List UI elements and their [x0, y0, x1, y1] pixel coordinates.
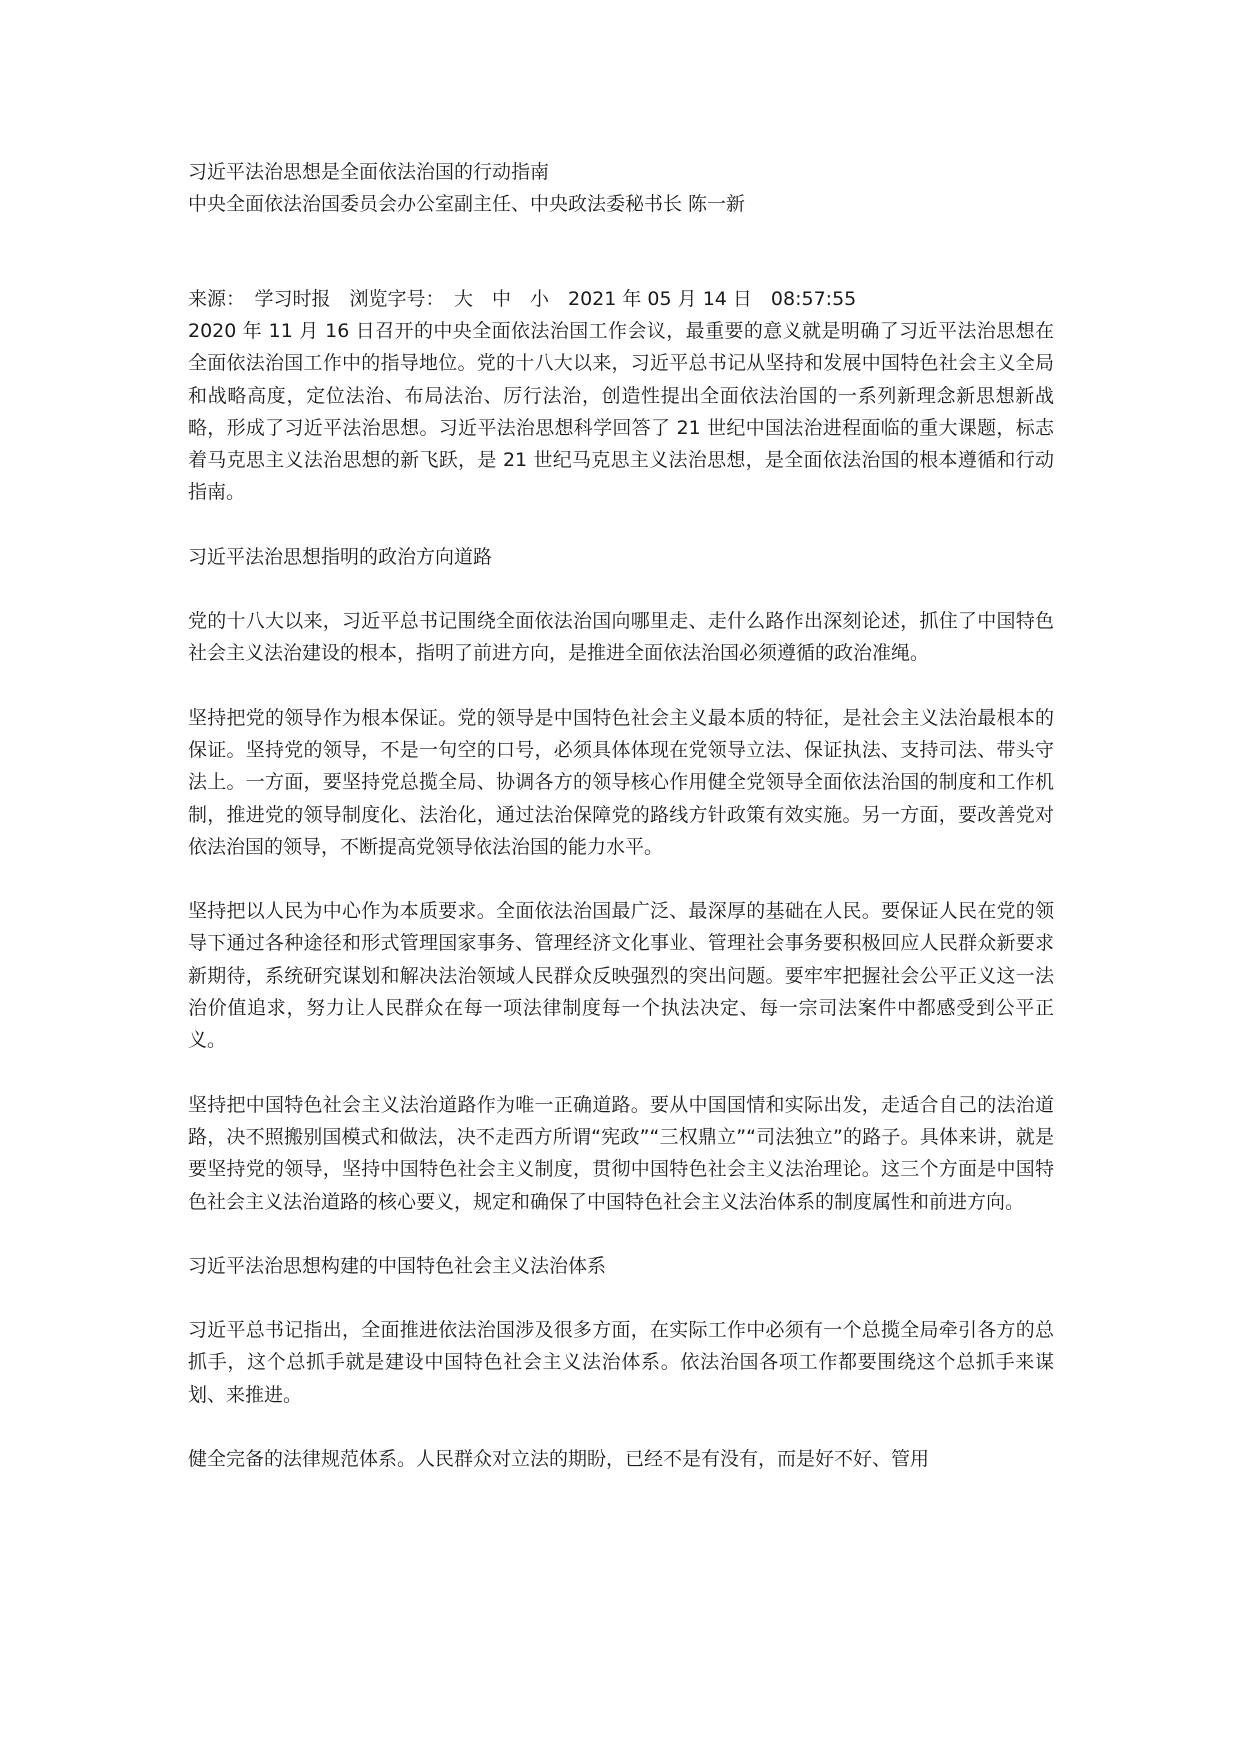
paragraph: 坚持把党的领导作为根本保证。党的领导是中国特色社会主义最本质的特征，是社会主义法治最根本的保证。坚持党的领导，不是一句空的口号，必须具体体现在党领导立法、保证执法、支持司法、带头守法上。一方面，要坚持党总揽全局、协调各方的领导核心作用健全党领导全面依法治国的制度和工作机制，推进党的领导制度化、法治化，通过法治保障党的路线方针政策有效实施。另一方面，要改善党对依法治国的领导，不断提高党领导依法治国的能力水平。 [188, 706, 1054, 858]
article-title: 习近平法治思想是全面依法治国的行动指南 [188, 161, 550, 183]
paragraph: 坚持把中国特色社会主义法治道路作为唯一正确道路。要从中国国情和实际出发，走适合自己的法治道路，决不照搬别国模式和做法，决不走西方所谓“宪政”“三权鼎立”“司法独立”的路子。具体来讲，就是要坚持党的领导，坚持中国特色社会主义制度，贯彻中国特色社会主义法治理论。这三个方面是中国特色社会主义法治道路的核心要义，规定和确保了中国特色社会主义法治体系的制度属性和前进方向。 [188, 1093, 1054, 1213]
article-meta: 来源： 学习时报 浏览字号： 大 中 小 2021 年 05 月 14 日 08:57:55 [188, 288, 857, 310]
spacer [188, 1411, 1054, 1443]
spacer [188, 1057, 1054, 1089]
spacer [188, 1282, 1054, 1314]
paragraph-partial: 健全完备的法律规范体系。人民群众对立法的期盼，已经不是有没有，而是好不好、管用 [188, 1448, 930, 1471]
paragraph-intro: 2020 年 11 月 16 日召开的中央全面依法治国工作会议，最重要的意义就是明确了习近平法治思想在全面依法治国工作中的指导地位。党的十八大以来，习近平总书记从坚持和发展中国特色社会主义全局和战略高度，定位法治、布局法治、厉行法治，创造性提出全面依法治国的一系列新理念新思想新战略，形成了习近平法治思想。习近平法治思想科学回答了 21 世纪中国法治进程面临的重大课题，标志着马克思主义法治思想的新飞跃，是 21 世纪马克思主义法治思想，是全面依法治国的根本遵循和行动指南。 [188, 320, 1054, 504]
article-author: 中央全面依法治国委员会办公室副主任、中央政法委秘书长 陈一新 [188, 193, 746, 215]
section-heading: 习近平法治思想指明的政治方向道路 [188, 545, 493, 568]
document-page [188, 156, 1054, 1475]
spacer [188, 1218, 1054, 1250]
paragraph: 习近平总书记指出，全面推进依法治国涉及很多方面，在实际工作中必须有一个总揽全局牵引各方的总抓手，这个总抓手就是建设中国特色社会主义法治体系。依法治国各项工作都要围绕这个总抓手来谋划、来推进。 [188, 1319, 1054, 1406]
paragraph: 坚持把以人民为中心作为本质要求。全面依法治国最广泛、最深厚的基础在人民。要保证人民在党的领导下通过各种途径和形式管理国家事务、管理经济文化事业、管理社会事务要积极回应人民群众新要求新期待，系统研究谋划和解决法治领域人民群众反映强烈的突出问题。要牢牢把握社会公平正义这一法治价值追求，努力让人民群众在每一项法律制度每一个执法决定、每一宗司法案件中都感受到公平正义。 [188, 900, 1054, 1052]
spacer [188, 863, 1054, 895]
section-heading: 习近平法治思想构建的中国特色社会主义法治体系 [188, 1254, 607, 1277]
spacer [188, 509, 1054, 541]
paragraph: 党的十八大以来，习近平总书记围绕全面依法治国向哪里走、走什么路作出深刻论述，抓住了中国特色社会主义法治建设的根本，指明了前进方向，是推进全面依法治国必须遵循的政治准绳。 [188, 610, 1054, 665]
spacer [188, 670, 1054, 702]
spacer [188, 220, 1054, 283]
spacer [188, 573, 1054, 605]
